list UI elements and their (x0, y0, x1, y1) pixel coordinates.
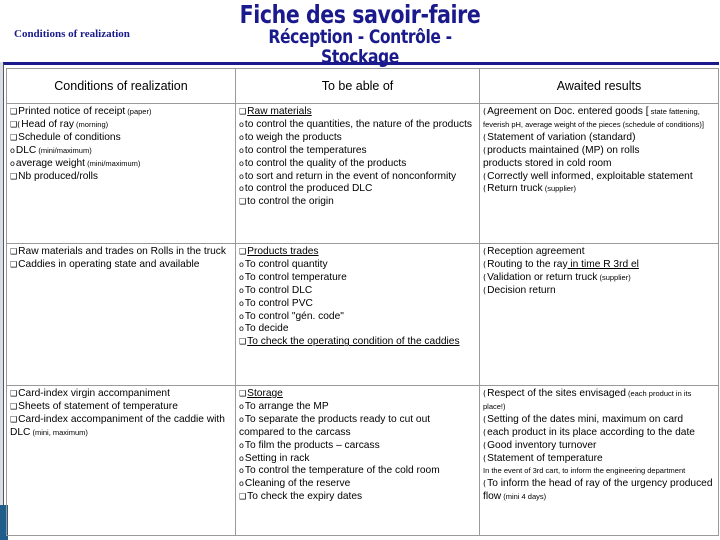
checkbox-bullet-icon: ❑ (239, 247, 247, 256)
skill-text: To decide (244, 323, 289, 335)
hand-pointer-icon: ( (483, 272, 487, 282)
skill-item (239, 336, 476, 349)
condition-item (10, 401, 232, 414)
skill-text: to control the produced DLC (244, 183, 373, 195)
skill-item (239, 119, 476, 132)
hand-pointer-icon: ( (483, 247, 487, 256)
skill-item (239, 285, 476, 298)
result-item (483, 465, 715, 478)
skills-cell (236, 104, 480, 244)
hand-pointer-icon: ( (483, 479, 487, 489)
result-text: Correctly well informed, exploitable statement (487, 170, 693, 182)
result-note: (each product in its place!) (483, 389, 692, 411)
condition-item (10, 246, 232, 259)
hand-pointer-icon: ( (483, 440, 487, 450)
hand-pointer-icon: ( (483, 184, 487, 194)
result-item (483, 453, 715, 466)
hand-pointer-icon: ( (483, 171, 487, 181)
checkbox-bullet-icon: ❑ (239, 389, 247, 398)
table-row (7, 104, 719, 244)
condition-item (10, 388, 232, 401)
hand-pointer-icon: ( (483, 414, 487, 424)
page-title (229, 2, 491, 68)
circle-bullet-icon: o (239, 401, 244, 411)
circle-bullet-icon: o (239, 479, 244, 489)
skill-item (239, 478, 476, 491)
skill-item (239, 401, 476, 414)
checkbox-bullet-icon: ❑ (10, 414, 18, 424)
conditions-cell (7, 386, 236, 536)
checkbox-bullet-icon: ❑ (10, 401, 18, 411)
result-item (483, 478, 715, 504)
result-text: Respect of the sites envisaged (487, 388, 626, 399)
result-item (483, 440, 715, 453)
conditions-cell (7, 244, 236, 386)
condition-item (10, 414, 232, 440)
circle-bullet-icon: o (239, 414, 244, 424)
results-cell (480, 104, 719, 244)
result-text: Statement of variation (standard) (487, 131, 636, 143)
skill-text: Cleaning of the reserve (244, 478, 351, 490)
results-cell (480, 244, 719, 386)
skill-item (239, 465, 476, 478)
result-item (483, 183, 715, 196)
result-text: products maintained (MP) on rolls (487, 144, 640, 156)
hand-pointer-icon: ( (483, 259, 487, 269)
circle-bullet-icon: o (239, 119, 244, 129)
column-header-results: Awaited results (480, 69, 719, 104)
page-title-line2: Réception - Contrôle - Stockage (268, 26, 452, 69)
circle-bullet-icon: o (239, 440, 244, 450)
table-row (7, 244, 719, 386)
result-text: Agreement on Doc. entered goods [ (487, 106, 649, 117)
result-item (483, 132, 715, 145)
result-item (483, 171, 715, 184)
skill-text: Setting in rack (244, 452, 310, 464)
result-note: (mini 4 days) (501, 492, 547, 502)
result-text: Reception agreement (487, 246, 585, 257)
skill-item (239, 491, 476, 504)
checkbox-bullet-icon: ❑ (10, 247, 18, 256)
skill-text: To separate the products ready to cut out compared to the carcass (239, 413, 431, 438)
result-item (483, 106, 715, 132)
skill-item (239, 145, 476, 158)
checkbox-bullet-icon: ❑ (10, 171, 18, 181)
skill-item (239, 298, 476, 311)
skill-text: to control the quality of the products (244, 157, 407, 169)
checkbox-bullet-icon: ❑ (10, 259, 18, 269)
skill-item (239, 414, 476, 440)
skill-item (239, 106, 476, 119)
condition-item (10, 158, 232, 171)
checkbox-bullet-icon: ❑ (239, 197, 247, 207)
skill-item (239, 272, 476, 285)
skill-text: to weigh the products (244, 131, 342, 143)
result-text: Good inventory turnover (487, 439, 597, 451)
checkbox-bullet-icon: ❑ (10, 107, 18, 116)
skill-text: to sort and return in the event of nonconformity (244, 170, 457, 182)
skill-item (239, 323, 476, 336)
condition-note: (morning) (73, 119, 109, 129)
result-item (483, 427, 715, 440)
condition-note: (mini/maximum) (85, 158, 141, 168)
circle-bullet-icon: o (239, 324, 244, 334)
table-row (7, 386, 719, 536)
circle-bullet-icon: o (239, 145, 244, 155)
result-item (483, 388, 715, 414)
condition-item (10, 119, 232, 132)
skill-text: To control quantity (244, 258, 328, 270)
circle-bullet-icon: o (239, 171, 244, 181)
skill-item (239, 388, 476, 401)
condition-item (10, 106, 232, 119)
skill-item (239, 246, 476, 259)
checkbox-bullet-icon: ❑ (239, 492, 247, 502)
circle-bullet-icon: o (239, 311, 244, 321)
table-header-row (7, 69, 719, 104)
circle-bullet-icon: o (239, 184, 244, 194)
result-item (483, 285, 715, 298)
condition-item (10, 171, 232, 184)
skill-text: to control the origin (247, 196, 334, 208)
hand-pointer-icon: ( (483, 389, 487, 398)
circle-bullet-icon: o (239, 298, 244, 308)
checkbox-bullet-icon: ❑ (239, 337, 247, 347)
skill-item (239, 196, 476, 209)
page-title-line1: Fiche des savoir-faire (239, 0, 481, 29)
result-item (483, 272, 715, 285)
skill-item (239, 158, 476, 171)
result-text: Validation or return truck (487, 271, 598, 283)
skill-text: To control the temperature of the cold room (244, 465, 440, 477)
condition-text: Nb produced/rolls (18, 170, 99, 182)
hand-pointer-icon: ( (483, 132, 487, 142)
result-note: (supplier) (597, 272, 631, 282)
condition-text: DLC (15, 144, 37, 156)
checkbox-bullet-icon: ❑ (239, 107, 247, 116)
result-item (483, 246, 715, 259)
condition-text: Schedule of conditions (18, 131, 121, 143)
condition-text: Printed notice of receipt (18, 106, 126, 117)
circle-bullet-icon: o (239, 272, 244, 282)
result-text: Routing to the ray (487, 258, 568, 270)
skill-item (239, 132, 476, 145)
condition-text: Card-index virgin accompaniment (18, 388, 170, 399)
skill-text: Products trades (247, 246, 319, 257)
result-text: each product in its place according to the date (487, 426, 695, 438)
result-text: Setting of the dates mini, maximum on card (487, 413, 684, 425)
condition-note: (paper) (125, 107, 152, 116)
result-note: (supplier) (542, 184, 576, 194)
result-item (483, 145, 715, 158)
condition-text: Raw materials and trades on Rolls in the truck (18, 246, 226, 257)
header (0, 0, 720, 69)
hand-pointer-icon: ( (483, 427, 487, 437)
circle-bullet-icon: o (239, 466, 244, 476)
circle-bullet-icon: o (239, 259, 244, 269)
results-cell (480, 386, 719, 536)
skill-text: To film the products – carcass (244, 439, 380, 451)
result-text: products stored in cold room (483, 157, 612, 169)
condition-text: Card-index accompaniment of the caddie with DLC (10, 413, 225, 438)
result-item (483, 259, 715, 272)
result-text: Statement of temperature (487, 452, 603, 464)
circle-bullet-icon: o (239, 132, 244, 142)
result-item (483, 414, 715, 427)
result-item (483, 158, 715, 171)
checkbox-bullet-icon: ❑( (10, 119, 21, 129)
skills-cell (236, 244, 480, 386)
skill-item (239, 311, 476, 324)
circle-bullet-icon: o (10, 158, 15, 168)
skills-cell (236, 386, 480, 536)
result-note: In the event of 3rd cart, to inform the engineering department (483, 466, 686, 476)
skill-text: To control temperature (244, 271, 347, 283)
skill-text: To control DLC (244, 284, 313, 296)
circle-bullet-icon: o (239, 158, 244, 168)
hand-pointer-icon: ( (483, 285, 487, 295)
result-text: To inform the head of ray of the urgency produced flow (483, 478, 713, 503)
result-text: Return truck (487, 183, 543, 195)
hand-pointer-icon: ( (483, 453, 487, 463)
circle-bullet-icon: o (239, 453, 244, 463)
result-note: state fattening, feverish pH, average weight of the pieces (schedule of conditions)] (483, 107, 704, 129)
skill-item (239, 183, 476, 196)
skill-text: To control "gén. code" (244, 310, 344, 322)
section-label: Conditions of realization (14, 28, 130, 40)
condition-text: Caddies in operating state and available (18, 258, 200, 270)
skill-item (239, 440, 476, 453)
result-text: Decision return (487, 284, 556, 296)
checkbox-bullet-icon: ❑ (10, 389, 18, 398)
condition-text: average weight (15, 157, 86, 169)
skill-text: To arrange the MP (244, 400, 329, 412)
condition-text: Head of ray (21, 118, 74, 130)
hand-pointer-icon: ( (483, 107, 487, 116)
checkbox-bullet-icon: ❑ (10, 132, 18, 142)
skill-item (239, 259, 476, 272)
skill-text: Storage (247, 388, 283, 399)
column-header-able: To be able of (236, 69, 480, 104)
skills-table (6, 68, 719, 536)
condition-item (10, 145, 232, 158)
skill-item (239, 171, 476, 184)
skill-text: To check the operating condition of the caddies (247, 336, 460, 348)
condition-note: (mini/maximum) (36, 145, 92, 155)
skill-item (239, 453, 476, 466)
condition-item (10, 132, 232, 145)
circle-bullet-icon: o (239, 285, 244, 295)
skill-text: to control the temperatures (244, 144, 367, 156)
hand-pointer-icon: ( (483, 145, 487, 155)
skill-text: to control the quantities, the nature of the products (244, 118, 473, 130)
condition-text: Sheets of statement of temperature (18, 400, 178, 412)
column-header-conditions: Conditions of realization (7, 69, 236, 104)
skill-text: To control PVC (244, 297, 313, 309)
conditions-cell (7, 104, 236, 244)
result-underlined: in time R 3rd el (567, 258, 639, 270)
circle-bullet-icon: o (10, 145, 15, 155)
skill-text: Raw materials (247, 106, 312, 117)
skill-text: To check the expiry dates (247, 491, 363, 503)
condition-item (10, 259, 232, 272)
condition-note: (mini, maximum) (30, 427, 88, 437)
